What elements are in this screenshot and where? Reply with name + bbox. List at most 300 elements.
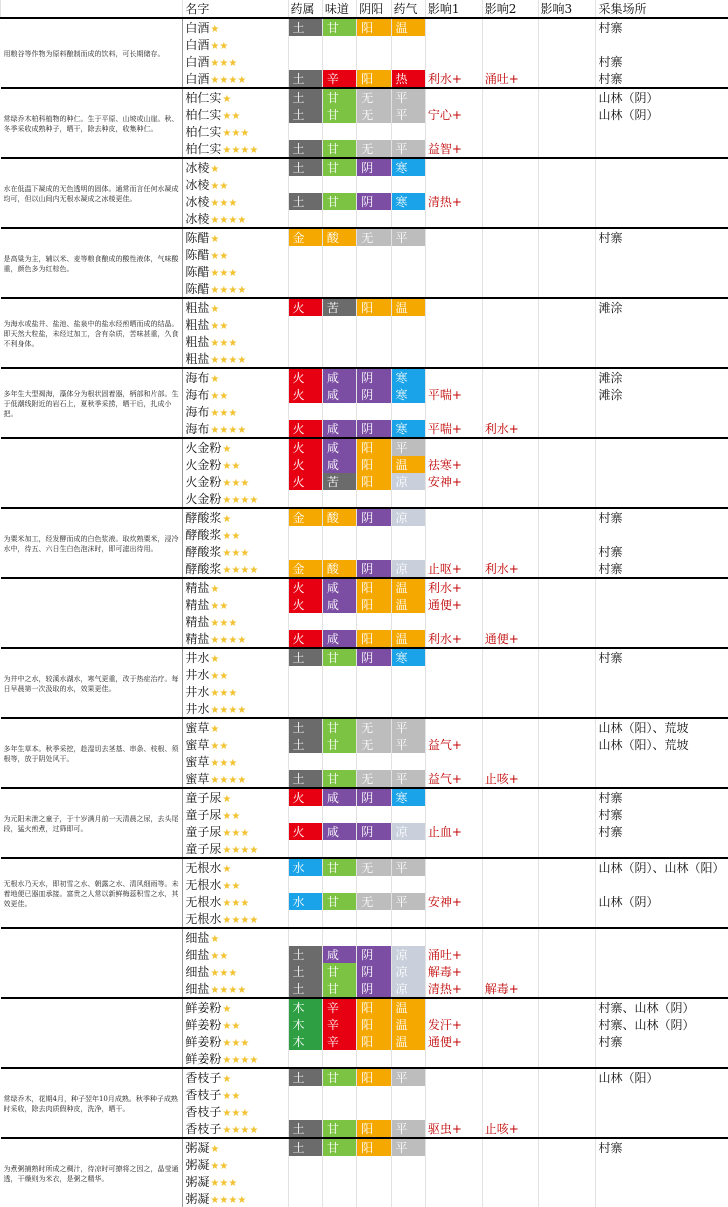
item-description: 多年生大型褐海，藻体分为根状固着器，柄部和片部。生于低潮线附近的岩石上，夏秋季采捞，晒干后，扎成小把。 [1,368,183,438]
effect-e1-cell: 益气+ [425,736,482,753]
item-name: 香枝子 [185,1088,221,1102]
attr-yy-cell: 阴 [357,648,391,666]
attr-wei-cell [322,280,356,298]
item-name: 粗盐 [185,352,209,366]
effect-e1-cell [425,246,482,263]
item-description [1,928,183,998]
attr-shu-cell: 木 [288,1016,322,1033]
effect-e1-cell: 利水+ [425,578,482,596]
attr-shu-cell: 水 [288,893,322,910]
attr-qi-cell: 寒 [391,368,425,386]
effect-e3-cell [538,70,596,88]
attr-shu-cell: 土 [288,158,322,176]
star-rating-icon: ★★★ [210,268,237,279]
star-rating-icon: ★★ [210,41,228,52]
effect-e1-cell: 安神+ [425,893,482,910]
attr-wei-cell: 甘 [322,1120,356,1138]
effect-e3-cell [538,350,596,368]
effect-e3-cell [538,1050,596,1068]
attr-qi-cell [391,36,425,53]
effect-e3-cell [538,53,596,70]
star-rating-icon: ★★★ [222,898,249,909]
item-description: 无根水乃天水，即初雪之水、朝露之水、清风细雨等。未着地便已器皿承接。富贵之人常以新鲜梅蕊积雪之水，其效更佳。 [1,858,183,928]
header-effect3: 影响3 [538,0,596,18]
attr-shu-cell: 水 [288,858,322,876]
effect-e3-cell [538,770,596,788]
attr-qi-cell [391,280,425,298]
star-rating-icon: ★★ [210,951,228,962]
attr-shu-cell: 土 [288,1138,322,1156]
effect-e3-cell [538,36,596,53]
attr-qi-cell [391,490,425,508]
effect-e3-cell [538,1016,596,1033]
effect-e3-cell [538,140,596,158]
attr-shu-cell: 土 [288,1120,322,1138]
effect-e1-cell: 涌吐+ [425,946,482,963]
effect-e2-cell: 利水+ [482,420,538,438]
item-name-cell [183,596,288,613]
attr-shu-cell [288,1050,322,1068]
attr-wei-cell: 咸 [322,420,356,438]
effect-e2-cell [482,333,538,350]
effect-e2-cell [482,140,538,158]
item-name: 蜜草 [185,738,209,752]
attr-qi-cell [391,210,425,228]
effect-e2-cell [482,158,538,176]
item-name-cell [183,438,288,456]
star-rating-icon: ★★★★ [210,985,246,996]
effect-e2-cell [482,928,538,946]
attr-wei-cell [322,176,356,193]
location-cell [596,613,728,630]
item-name-cell [183,18,288,36]
item-name: 细盐 [185,965,209,979]
item-name-cell [183,228,288,246]
attr-shu-cell [288,263,322,280]
effect-e3-cell [538,490,596,508]
effect-e3-cell [538,403,596,420]
attr-qi-cell: 温 [391,630,425,648]
attr-shu-cell: 土 [288,1068,322,1086]
effect-e1-cell [425,998,482,1016]
effect-e2-cell [482,490,538,508]
item-name-cell [183,1173,288,1190]
effect-e1-cell [425,1050,482,1068]
effect-e1-cell [425,490,482,508]
star-rating-icon: ★ [210,164,219,175]
effect-e1-cell [425,1190,482,1207]
item-name-cell [183,560,288,578]
effect-e1-cell [425,333,482,350]
star-rating-icon: ★★★ [210,688,237,699]
item-name: 细盐 [185,982,209,996]
star-rating-icon: ★★★★ [210,75,246,86]
item-name: 童子尿 [185,825,221,839]
attr-qi-cell: 平 [391,736,425,753]
effect-e3-cell [538,193,596,210]
attr-qi-cell [391,350,425,368]
location-cell [596,683,728,700]
effect-e2-cell [482,18,538,36]
attr-shu-cell [288,1190,322,1207]
attr-shu-cell [288,1103,322,1120]
item-name-cell [183,1016,288,1033]
item-name: 童子尿 [185,808,221,822]
effect-e1-cell [425,280,482,298]
attr-yy-cell: 阳 [357,456,391,473]
effect-e2-cell [482,263,538,280]
attr-wei-cell [322,263,356,280]
effect-e3-cell [538,420,596,438]
item-name: 蜜草 [185,721,209,735]
effect-e1-cell [425,806,482,823]
attr-wei-cell: 苦 [322,473,356,490]
effect-e3-cell [538,893,596,910]
effect-e1-cell [425,36,482,53]
item-name-cell [183,1103,288,1120]
attr-yy-cell: 阳 [357,1033,391,1050]
effect-e3-cell [538,123,596,140]
effect-e3-cell [538,946,596,963]
attr-yy-cell [357,526,391,543]
attr-wei-cell: 咸 [322,578,356,596]
effect-e1-cell [425,438,482,456]
attr-shu-cell: 土 [288,718,322,736]
effect-e2-cell: 解毒+ [482,980,538,998]
attr-qi-cell: 温 [391,298,425,316]
star-rating-icon: ★★ [210,601,228,612]
star-rating-icon: ★★★ [222,478,249,489]
effect-e2-cell [482,1156,538,1173]
attr-shu-cell [288,753,322,770]
attr-qi-cell: 平 [391,106,425,123]
table-row [1,1068,728,1086]
location-cell [596,1156,728,1173]
attr-yy-cell: 阴 [357,963,391,980]
attr-wei-cell: 甘 [322,1068,356,1086]
location-cell [596,700,728,718]
item-description: 常绿乔木柏科植物的种仁。生于平原、山坡或山崖。秋、冬季采收成熟种子，晒干，除去种皮，收集种仁。 [1,88,183,158]
location-cell [596,770,728,788]
effect-e2-cell [482,683,538,700]
attr-yy-cell: 阳 [357,1138,391,1156]
effect-e3-cell [538,333,596,350]
item-name-cell [183,543,288,560]
attr-shu-cell: 火 [288,473,322,490]
attr-qi-cell: 凉 [391,823,425,840]
effect-e2-cell [482,963,538,980]
attr-yy-cell [357,333,391,350]
star-rating-icon: ★★★ [222,1038,249,1049]
star-rating-icon: ★★★★ [210,1195,246,1206]
item-name-cell [183,403,288,420]
item-name-cell [183,1050,288,1068]
table-row [1,18,728,36]
attr-shu-cell [288,316,322,333]
effect-e1-cell [425,683,482,700]
attr-yy-cell [357,840,391,858]
attr-shu-cell: 土 [288,648,322,666]
attr-wei-cell [322,53,356,70]
item-name: 香枝子 [185,1105,221,1119]
attr-yy-cell [357,403,391,420]
effect-e1-cell: 通便+ [425,1033,482,1050]
attr-wei-cell: 甘 [322,106,356,123]
effect-e2-cell [482,228,538,246]
item-name-cell [183,840,288,858]
effect-e2-cell [482,316,538,333]
attr-yy-cell [357,210,391,228]
star-rating-icon: ★ [210,24,219,35]
attr-wei-cell [322,700,356,718]
item-name: 蜜草 [185,772,209,786]
effect-e3-cell [538,910,596,928]
star-rating-icon: ★★★★ [222,915,258,926]
attr-qi-cell [391,753,425,770]
effect-e3-cell [538,543,596,560]
attr-yy-cell [357,928,391,946]
attr-yy-cell [357,910,391,928]
star-rating-icon: ★ [222,444,231,455]
star-rating-icon: ★★★★ [210,775,246,786]
star-rating-icon: ★ [210,724,219,735]
item-name: 火金粉 [185,475,221,489]
attr-yy-cell [357,316,391,333]
attr-wei-cell [322,210,356,228]
attr-wei-cell: 甘 [322,648,356,666]
effect-e3-cell [538,263,596,280]
attr-yy-cell [357,1050,391,1068]
attr-wei-cell: 辛 [322,1033,356,1050]
location-cell: 村寨 [596,228,728,246]
attr-shu-cell: 土 [288,193,322,210]
star-rating-icon: ★★★★ [210,355,246,366]
attr-wei-cell [322,36,356,53]
effect-e1-cell [425,1086,482,1103]
attr-wei-cell: 酸 [322,228,356,246]
effect-e3-cell [538,980,596,998]
attr-wei-cell [322,1050,356,1068]
attr-wei-cell: 甘 [322,18,356,36]
attr-yy-cell: 阳 [357,70,391,88]
star-rating-icon: ★ [210,374,219,385]
location-cell [596,123,728,140]
item-name: 海布 [185,371,209,385]
effect-e3-cell [538,648,596,666]
attr-yy-cell [357,490,391,508]
attr-qi-cell: 寒 [391,788,425,806]
effect-e3-cell [538,1173,596,1190]
effect-e1-cell [425,1068,482,1086]
attr-wei-cell: 咸 [322,946,356,963]
location-cell [596,36,728,53]
attr-qi-cell [391,53,425,70]
attr-shu-cell: 土 [288,140,322,158]
item-description: 常绿乔木，花期4月，种子翌年10月成熟。秋季种子成熟时采收，除去肉质假种皮，洗净，晒干。 [1,1068,183,1138]
item-name-cell [183,1120,288,1138]
location-cell [596,420,728,438]
star-rating-icon: ★★ [210,741,228,752]
star-rating-icon: ★★ [222,881,240,892]
attr-shu-cell [288,910,322,928]
effect-e3-cell [538,368,596,386]
effect-e2-cell [482,1103,538,1120]
item-name: 鲜姜粉 [185,1018,221,1032]
attr-qi-cell [391,526,425,543]
effect-e1-cell [425,123,482,140]
location-cell: 村寨 [596,823,728,840]
location-cell [596,1086,728,1103]
effect-e3-cell [538,683,596,700]
item-description: 是高粱为主，辅以米、麦等粮食酿成的酸性液体，气味酸重，颜色多为红棕色。 [1,228,183,298]
attr-yy-cell: 阴 [357,560,391,578]
star-rating-icon: ★★★ [222,1108,249,1119]
attr-shu-cell [288,666,322,683]
effect-e2-cell [482,998,538,1016]
attr-yy-cell [357,36,391,53]
attr-qi-cell: 平 [391,438,425,456]
attr-qi-cell [391,123,425,140]
attr-qi-cell [391,683,425,700]
attr-shu-cell: 火 [288,420,322,438]
attr-yy-cell [357,53,391,70]
location-cell: 村寨 [596,560,728,578]
attr-yy-cell: 阴 [357,386,391,403]
attr-qi-cell [391,666,425,683]
effect-e2-cell [482,36,538,53]
attr-qi-cell: 温 [391,998,425,1016]
attr-yy-cell: 阴 [357,420,391,438]
location-cell: 山林（阴）、山林（阳） [596,858,728,876]
location-cell: 滩涂 [596,386,728,403]
effect-e2-cell [482,53,538,70]
attr-qi-cell: 平 [391,1120,425,1138]
location-cell [596,876,728,893]
item-name: 童子尿 [185,842,221,856]
attr-shu-cell [288,350,322,368]
table-row [1,648,728,666]
effect-e3-cell [538,1120,596,1138]
attr-wei-cell: 甘 [322,858,356,876]
effect-e2-cell [482,350,538,368]
attr-shu-cell: 火 [288,823,322,840]
attr-qi-cell: 寒 [391,420,425,438]
effect-e1-cell [425,1156,482,1173]
item-name-cell [183,1156,288,1173]
location-cell: 滩涂 [596,298,728,316]
effect-e2-cell [482,876,538,893]
attr-shu-cell [288,333,322,350]
attr-wei-cell [322,683,356,700]
attr-wei-cell [322,876,356,893]
attr-shu-cell [288,210,322,228]
star-rating-icon: ★★ [210,251,228,262]
attr-wei-cell: 辛 [322,70,356,88]
item-name: 香枝子 [185,1122,221,1136]
effect-e1-cell: 安神+ [425,473,482,490]
attr-qi-cell [391,613,425,630]
item-name-cell [183,88,288,106]
attr-wei-cell: 甘 [322,893,356,910]
star-rating-icon: ★★★★ [222,1125,258,1136]
attr-yy-cell [357,246,391,263]
star-rating-icon: ★★★ [210,1178,237,1189]
effect-e1-cell: 清热+ [425,980,482,998]
item-name: 井水 [185,702,209,716]
attr-qi-cell: 凉 [391,473,425,490]
star-rating-icon: ★★★★ [210,705,246,716]
effect-e1-cell [425,1138,482,1156]
effect-e1-cell [425,526,482,543]
location-cell [596,910,728,928]
item-name-cell [183,753,288,770]
attr-shu-cell [288,246,322,263]
effect-e2-cell [482,578,538,596]
attr-yy-cell: 阳 [357,578,391,596]
attr-qi-cell [391,876,425,893]
item-name-cell [183,193,288,210]
item-name: 白酒 [185,21,209,35]
item-name-cell [183,998,288,1016]
effect-e2-cell [482,246,538,263]
effect-e1-cell: 平喘+ [425,386,482,403]
location-cell: 村寨、山林（阴） [596,1016,728,1033]
attr-yy-cell [357,700,391,718]
attr-shu-cell [288,928,322,946]
item-name: 柏仁实 [185,125,221,139]
location-cell [596,1190,728,1207]
attr-wei-cell [322,910,356,928]
location-cell [596,316,728,333]
effect-e3-cell [538,840,596,858]
item-name: 冰棱 [185,212,209,226]
attr-shu-cell [288,36,322,53]
attr-shu-cell: 火 [288,788,322,806]
attr-qi-cell: 凉 [391,946,425,963]
location-cell [596,456,728,473]
header-qi: 药气 [391,0,425,18]
effect-e3-cell [538,823,596,840]
attr-qi-cell [391,246,425,263]
effect-e1-cell [425,543,482,560]
attr-shu-cell: 土 [288,736,322,753]
location-cell: 滩涂 [596,368,728,386]
star-rating-icon: ★★★★ [222,1055,258,1066]
effect-e3-cell [538,1103,596,1120]
attr-yy-cell: 阴 [357,158,391,176]
location-cell [596,666,728,683]
attr-qi-cell: 平 [391,858,425,876]
item-name: 陈醋 [185,265,209,279]
item-name-cell [183,176,288,193]
item-name: 冰棱 [185,161,209,175]
effect-e2-cell [482,946,538,963]
item-name-cell [183,876,288,893]
item-name: 精盐 [185,632,209,646]
star-rating-icon: ★★ [222,811,240,822]
table-row [1,228,728,246]
location-cell: 山林（阴） [596,106,728,123]
table-row [1,438,728,456]
location-cell [596,350,728,368]
effect-e2-cell [482,806,538,823]
star-rating-icon: ★★ [222,531,240,542]
effect-e1-cell [425,316,482,333]
effect-e1-cell [425,840,482,858]
effect-e1-cell: 止血+ [425,823,482,840]
effect-e1-cell: 利水+ [425,70,482,88]
effect-e2-cell [482,1033,538,1050]
